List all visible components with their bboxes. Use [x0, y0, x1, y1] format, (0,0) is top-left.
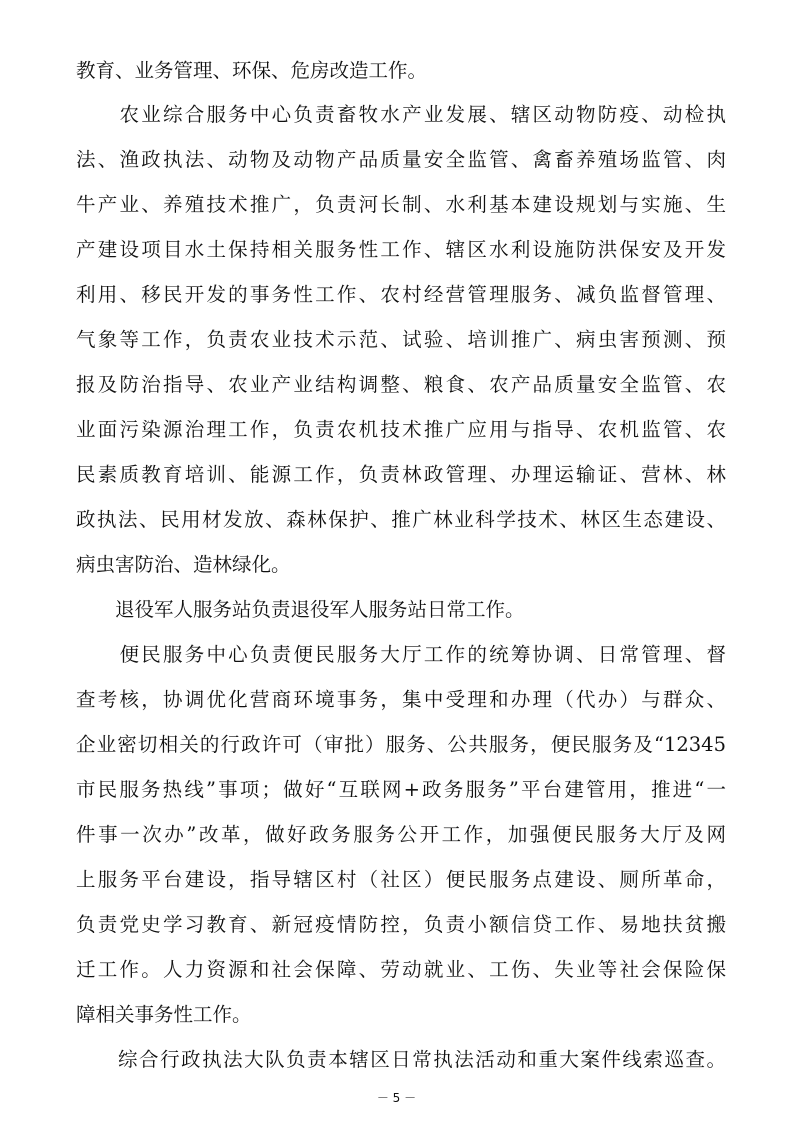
text-line: 退役军人服务站负责退役军人服务站日常工作。 [76, 598, 525, 621]
text-line: 报及防治指导、农业产业结构调整、粮食、农产品质量安全监管、农 [76, 373, 726, 396]
text-line: 教育、业务管理、环保、危房改造工作。 [76, 59, 428, 82]
text-line: 负责党史学习教育、新冠疫情防控，负责小额信贷工作、易地扶贫搬 [76, 913, 726, 936]
text-line: 政执法、民用材发放、森林保护、推广林业科学技术、林区生态建设、 [76, 508, 726, 531]
text-line: 农业综合服务中心负责畜牧水产业发展、辖区动物防疫、动检执 [76, 103, 726, 126]
text-line: 民素质教育培训、能源工作，负责林政管理、办理运输证、营林、林 [76, 463, 726, 486]
text-line: 病虫害防治、造林绿化。 [76, 553, 291, 576]
page-number: － 5 － [376, 1091, 417, 1105]
text-line: 利用、移民开发的事务性工作、农村经营管理服务、减负监督管理、 [76, 283, 726, 306]
text-line: 气象等工作，负责农业技术示范、试验、培训推广、病虫害预测、预 [76, 328, 726, 351]
text-line: 查考核，协调优化营商环境事务，集中受理和办理（代办）与群众、 [76, 688, 726, 711]
text-line: 牛产业、养殖技术推广，负责河长制、水利基本建设规划与实施、生 [76, 193, 726, 216]
text-line: 法、渔政执法、动物及动物产品质量安全监管、禽畜养殖场监管、肉 [76, 148, 726, 171]
text-line: 上服务平台建设，指导辖区村（社区）便民服务点建设、厕所革命， [76, 868, 726, 891]
text-line: 市民服务热线”事项；做好“互联网+政务服务”平台建管用，推进“一 [76, 778, 726, 801]
text-line: 迁工作。人力资源和社会保障、劳动就业、工伤、失业等社会保险保 [76, 958, 726, 981]
text-line: 综合行政执法大队负责本辖区日常执法活动和重大案件线索巡查。 [76, 1048, 726, 1071]
text-line: 件事一次办”改革，做好政务服务公开工作，加强便民服务大厅及网 [76, 823, 726, 846]
text-line: 业面污染源治理工作，负责农机技术推广应用与指导、农机监管、农 [76, 418, 726, 441]
text-line: 企业密切相关的行政许可（审批）服务、公共服务，便民服务及“12345 [76, 733, 726, 756]
text-line: 产建设项目水土保持相关服务性工作、辖区水利设施防洪保安及开发 [76, 238, 726, 261]
text-line: 便民服务中心负责便民服务大厅工作的统筹协调、日常管理、督 [76, 643, 726, 666]
text-line: 障相关事务性工作。 [76, 1003, 252, 1026]
